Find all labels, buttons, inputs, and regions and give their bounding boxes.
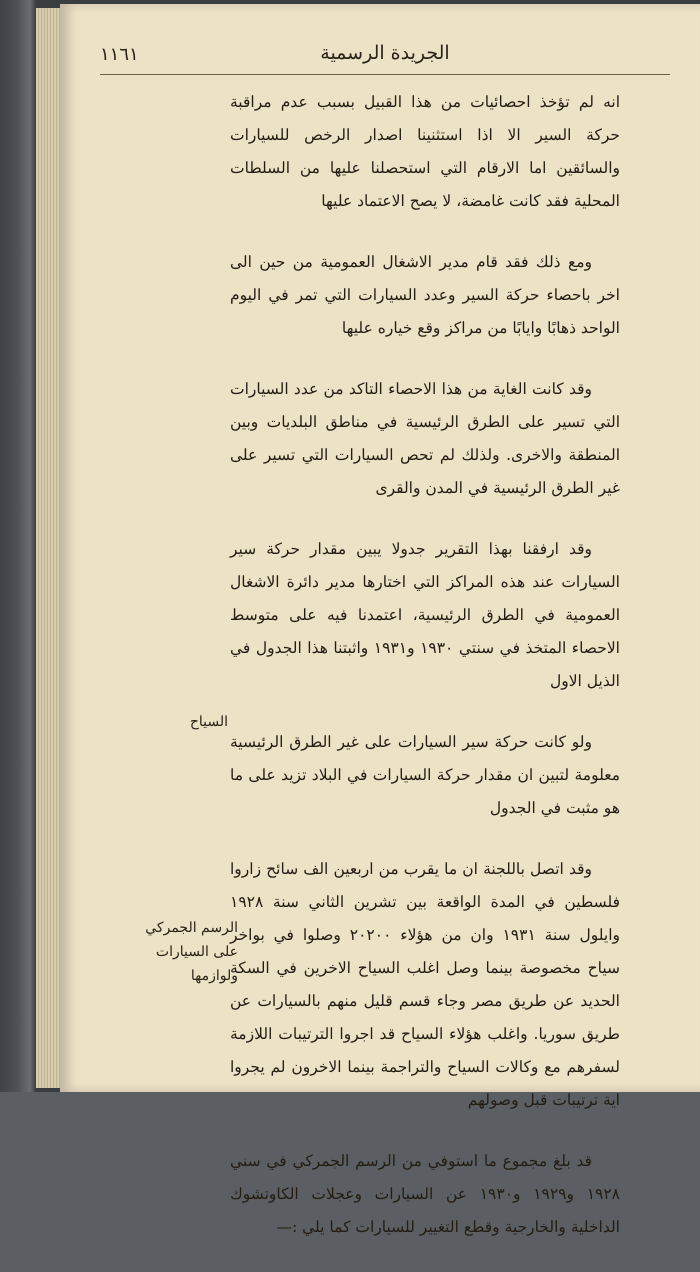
margin-note-tourists: السياح (189, 714, 228, 730)
header-title: الجريدة الرسمية (320, 42, 450, 64)
page-number: ١١٦١ (100, 44, 139, 65)
paragraph: وقد اتصل باللجنة ان ما يقرب من اربعين الف سائح زاروا فلسطين في المدة الواقعة بين تشرين الثاني سنة ١٩٢٨ وايلول سنة ١٩٣١ وان من هؤلاء ٢٠٢٠٠ وصلوا في بواخر سياح مخصوصة بينما وصل اغلب السياح الاخرين في السكة الحديد عن طريق مصر وجاء قسم قليل منهم بالسيارات عن طريق سوريا. واغلب هؤلاء السياح قد اجروا الترتيبات اللازمة لسفرهم مع وكالات السياح والتراجمة بينما الاخرون لم يجروا اية ترتيبات قبل وصولهم (230, 860, 620, 1109)
document-page (60, 4, 700, 1236)
body-text (230, 86, 620, 1272)
paragraph: ولو كانت حركة سير السيارات على غير الطرق الرئيسية معلومة لتبين ان مقدار حركة السيارات في البلاد تزيد على ما هو مثبت في الجدول (230, 733, 620, 817)
paragraph: وقد كانت الغاية من هذا الاحصاء التاكد من عدد السيارات التي تسير على الطرق الرئيسية في مناطق البلديات وبين المنطقة والاخرى. ولذلك لم تحص السيارات التي تسير على غير الطرق الرئيسية في المدن والقرى (230, 380, 620, 497)
paragraph: قد بلغ مجموع ما استوفي من الرسم الجمركي في سني ١٩٢٨ و١٩٢٩ و١٩٣٠ عن السيارات وعجلات الكاوتشوك الداخلية والخارجية وقطع التغيير للسيارات كما يلي :— (230, 1152, 620, 1236)
paragraph: ومع ذلك فقد قام مدير الاشغال العمومية من حين الى اخر باحصاء حركة السير وعدد السيارات التي تمر في اليوم الواحد ذهابًا وايابًا من مراكز وقع خياره عليها (230, 253, 620, 337)
paragraph: انه لم تؤخذ احصائيات من هذا القبيل بسبب عدم مراقبة حركة السير الا اذا استثنينا اصدار الرخص للسيارات والسائقين اما الارقام التي استحصلنا عليها من السلطات المحلية فقد كانت غامضة، لا يصح الاعتماد عليها (230, 93, 620, 210)
margin-note-customs: الرسم الجمركي على السيارات ولوازمها (145, 920, 238, 984)
paragraph: وقد ارفقنا بهذا التقرير جدولا يبين مقدار حركة سير السيارات عند هذه المراكز التي اختارها مدير دائرة الاشغال العمومية في الطرق الرئيسية، اعتمدنا فيه على متوسط الاحصاء المتخذ في سنتي ١٩٣٠ و١٩٣١ واثبتنا هذا الجدول في الذيل الاول (230, 540, 620, 690)
running-header (100, 40, 670, 75)
